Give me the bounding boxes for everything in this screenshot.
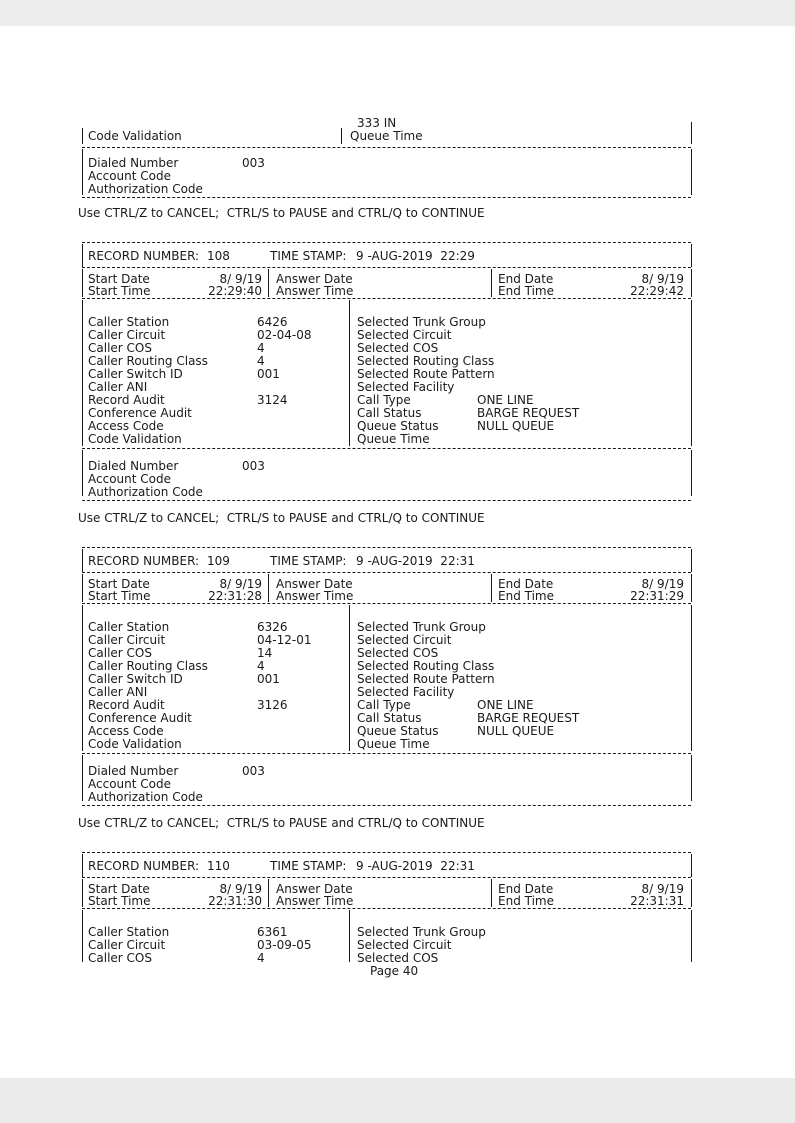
border-left <box>82 854 83 877</box>
dash-rule <box>82 852 691 853</box>
dialed-number-value: 003 <box>242 459 265 473</box>
queue-status-value: NULL QUEUE <box>477 724 555 738</box>
border-right <box>691 574 692 602</box>
caller-circuit-label: Caller Circuit <box>88 938 166 952</box>
dialed-number-label: Dialed Number <box>88 156 179 170</box>
answer-date-label: Answer Date <box>276 882 353 896</box>
call-status-label: Call Status <box>357 711 422 725</box>
selected-trunk-group-label: Selected Trunk Group <box>357 620 486 634</box>
start-date-label: Start Date <box>88 272 150 286</box>
dash-rule <box>82 197 691 198</box>
caller-cos-value: 4 <box>257 951 265 965</box>
border-right <box>691 300 692 446</box>
end-time-label: End Time <box>498 589 554 603</box>
record-audit-label: Record Audit <box>88 393 165 407</box>
access-code-label: Access Code <box>88 724 164 738</box>
border-left <box>82 574 83 602</box>
end-date-label: End Date <box>498 272 554 286</box>
dash-rule <box>82 753 691 754</box>
dialed-number-label: Dialed Number <box>88 459 179 473</box>
selected-facility-label: Selected Facility <box>357 380 455 394</box>
caller-switch-id-value: 001 <box>257 367 280 381</box>
border-right <box>691 605 692 751</box>
dash-rule <box>82 267 691 268</box>
end-time-value: 22:29:42 <box>630 284 684 298</box>
call-status-value: BARGE REQUEST <box>477 406 580 420</box>
selected-routing-class-label: Selected Routing Class <box>357 659 495 673</box>
dash-rule <box>82 877 691 878</box>
end-time-label: End Time <box>498 284 554 298</box>
time-stamp-label: TIME STAMP: <box>270 554 347 568</box>
end-time-value: 22:31:29 <box>630 589 684 603</box>
end-time-label: End Time <box>498 894 554 908</box>
dash-rule <box>82 908 691 909</box>
authorization-code-label: Authorization Code <box>88 485 203 499</box>
caller-station-value: 6326 <box>257 620 288 634</box>
caller-cos-label: Caller COS <box>88 951 152 965</box>
queue-status-value: NULL QUEUE <box>477 419 555 433</box>
border-left <box>82 549 83 572</box>
selected-facility-label: Selected Facility <box>357 685 455 699</box>
start-time-value: 22:31:30 <box>208 894 262 908</box>
selected-circuit-label: Selected Circuit <box>357 633 452 647</box>
start-date-value: 8/ 9/19 <box>219 882 262 896</box>
control-notice: Use CTRL/Z to CANCEL; CTRL/S to PAUSE and CTRL/Q to CONTINUE <box>78 511 485 525</box>
caller-cos-label: Caller COS <box>88 341 152 355</box>
caller-circuit-label: Caller Circuit <box>88 633 166 647</box>
account-code-label: Account Code <box>88 472 171 486</box>
border-left <box>82 910 83 962</box>
border-right <box>691 549 692 572</box>
caller-station-value: 6426 <box>257 315 288 329</box>
selected-trunk-group-label: Selected Trunk Group <box>357 925 486 939</box>
start-date-value: 8/ 9/19 <box>219 272 262 286</box>
border-left <box>82 269 83 297</box>
border-right <box>691 122 692 144</box>
record-number-label: RECORD NUMBER: <box>88 859 200 873</box>
code-validation-label: Code Validation <box>88 129 182 143</box>
caller-routing-class-value: 4 <box>257 354 265 368</box>
column-divider <box>268 269 269 297</box>
call-record-108 <box>0 242 795 525</box>
column-divider <box>268 574 269 602</box>
selected-route-pattern-label: Selected Route Pattern <box>357 367 495 381</box>
answer-time-label: Answer Time <box>276 589 354 603</box>
selected-circuit-label: Selected Circuit <box>357 328 452 342</box>
time-stamp-value: 9 -AUG-2019 22:31 <box>356 859 475 873</box>
border-left <box>82 755 83 801</box>
border-right <box>691 149 692 195</box>
dash-rule <box>82 147 691 148</box>
call-status-label: Call Status <box>357 406 422 420</box>
code-validation-label: Code Validation <box>88 432 182 446</box>
caller-ani-label: Caller ANI <box>88 685 148 699</box>
time-stamp-label: TIME STAMP: <box>270 249 347 263</box>
caller-circuit-value: 04-12-01 <box>257 633 312 647</box>
start-time-value: 22:31:28 <box>208 589 262 603</box>
border-right <box>691 755 692 801</box>
end-date-label: End Date <box>498 577 554 591</box>
dash-rule <box>82 448 691 449</box>
start-time-label: Start Time <box>88 284 151 298</box>
start-date-label: Start Date <box>88 577 150 591</box>
start-time-label: Start Time <box>88 894 151 908</box>
border-left <box>82 128 83 144</box>
caller-routing-class-value: 4 <box>257 659 265 673</box>
border-left <box>82 450 83 496</box>
column-divider <box>349 910 350 962</box>
dash-rule <box>82 242 691 243</box>
dialed-number-value: 003 <box>242 764 265 778</box>
record-number-value: 109 <box>207 554 230 568</box>
start-date-value: 8/ 9/19 <box>219 577 262 591</box>
selected-routing-class-label: Selected Routing Class <box>357 354 495 368</box>
time-stamp-label: TIME STAMP: <box>270 859 347 873</box>
queue-time-label: Queue Time <box>357 432 430 446</box>
account-code-label: Account Code <box>88 169 171 183</box>
caller-station-label: Caller Station <box>88 315 170 329</box>
border-left <box>82 300 83 446</box>
control-notice: Use CTRL/Z to CANCEL; CTRL/S to PAUSE and CTRL/Q to CONTINUE <box>78 206 485 220</box>
border-right <box>691 910 692 962</box>
call-status-value: BARGE REQUEST <box>477 711 580 725</box>
column-divider <box>268 879 269 907</box>
code-validation-label: Code Validation <box>88 737 182 751</box>
dialed-number-label: Dialed Number <box>88 764 179 778</box>
selected-circuit-label: Selected Circuit <box>357 938 452 952</box>
border-left <box>82 879 83 907</box>
selected-cos-label: Selected COS <box>357 646 439 660</box>
conference-audit-label: Conference Audit <box>88 711 192 725</box>
caller-routing-class-label: Caller Routing Class <box>88 354 208 368</box>
selected-trunk-group-label: Selected Trunk Group <box>357 315 486 329</box>
start-time-value: 22:29:40 <box>208 284 262 298</box>
end-time-value: 22:31:31 <box>630 894 684 908</box>
caller-station-label: Caller Station <box>88 620 170 634</box>
column-divider <box>349 605 350 751</box>
record-number-value: 110 <box>207 859 230 873</box>
dash-rule <box>82 547 691 548</box>
border-right <box>691 450 692 496</box>
record-audit-value: 3124 <box>257 393 288 407</box>
caller-circuit-value: 02-04-08 <box>257 328 312 342</box>
dash-rule <box>82 805 691 806</box>
selected-cos-label: Selected COS <box>357 341 439 355</box>
border-left <box>82 149 83 195</box>
record-number-value: 108 <box>207 249 230 263</box>
column-divider <box>341 128 342 144</box>
call-type-label: Call Type <box>357 393 411 407</box>
column-divider <box>349 300 350 446</box>
column-divider <box>491 574 492 602</box>
caller-routing-class-label: Caller Routing Class <box>88 659 208 673</box>
call-record-109 <box>0 547 795 830</box>
control-notice: Use CTRL/Z to CANCEL; CTRL/S to PAUSE and CTRL/Q to CONTINUE <box>78 816 485 830</box>
answer-time-label: Answer Time <box>276 894 354 908</box>
end-date-value: 8/ 9/19 <box>641 577 684 591</box>
dash-rule <box>82 298 691 299</box>
column-divider <box>491 879 492 907</box>
end-date-value: 8/ 9/19 <box>641 272 684 286</box>
border-right <box>691 269 692 297</box>
caller-station-value: 6361 <box>257 925 288 939</box>
selected-route-pattern-label: Selected Route Pattern <box>357 672 495 686</box>
caller-station-label: Caller Station <box>88 925 170 939</box>
authorization-code-label: Authorization Code <box>88 182 203 196</box>
record-number-label: RECORD NUMBER: <box>88 554 200 568</box>
caller-cos-value: 14 <box>257 646 273 660</box>
record-audit-value: 3126 <box>257 698 288 712</box>
answer-date-label: Answer Date <box>276 272 353 286</box>
conference-audit-label: Conference Audit <box>88 406 192 420</box>
caller-cos-label: Caller COS <box>88 646 152 660</box>
time-stamp-value: 9 -AUG-2019 22:29 <box>356 249 475 263</box>
queue-status-label: Queue Status <box>357 724 439 738</box>
caller-circuit-label: Caller Circuit <box>88 328 166 342</box>
call-type-label: Call Type <box>357 698 411 712</box>
queue-time-label: Queue Time <box>357 737 430 751</box>
queue-status-label: Queue Status <box>357 419 439 433</box>
caller-cos-value: 4 <box>257 341 265 355</box>
record-number-label: RECORD NUMBER: <box>88 249 200 263</box>
border-right <box>691 244 692 267</box>
queue-time-label: Queue Time <box>350 129 423 143</box>
caller-switch-id-label: Caller Switch ID <box>88 672 183 686</box>
border-left <box>82 244 83 267</box>
border-right <box>691 854 692 877</box>
caller-ani-label: Caller ANI <box>88 380 148 394</box>
end-date-value: 8/ 9/19 <box>641 882 684 896</box>
record-audit-label: Record Audit <box>88 698 165 712</box>
dash-rule <box>82 603 691 604</box>
answer-time-label: Answer Time <box>276 284 354 298</box>
access-code-label: Access Code <box>88 419 164 433</box>
caller-switch-id-value: 001 <box>257 672 280 686</box>
page-number: Page 40 <box>370 964 419 978</box>
time-stamp-value: 9 -AUG-2019 22:31 <box>356 554 475 568</box>
start-time-label: Start Time <box>88 589 151 603</box>
call-type-value: ONE LINE <box>477 393 534 407</box>
authorization-code-label: Authorization Code <box>88 790 203 804</box>
selected-cos-label: Selected COS <box>357 951 439 965</box>
dash-rule <box>82 572 691 573</box>
column-divider <box>491 269 492 297</box>
caller-circuit-value: 03-09-05 <box>257 938 312 952</box>
border-right <box>691 879 692 907</box>
dash-rule <box>82 500 691 501</box>
call-type-value: ONE LINE <box>477 698 534 712</box>
answer-date-label: Answer Date <box>276 577 353 591</box>
end-date-label: End Date <box>498 882 554 896</box>
caller-switch-id-label: Caller Switch ID <box>88 367 183 381</box>
account-code-label: Account Code <box>88 777 171 791</box>
queue-time-value: 333 IN <box>357 116 397 130</box>
border-left <box>82 605 83 751</box>
start-date-label: Start Date <box>88 882 150 896</box>
dialed-number-value: 003 <box>242 156 265 170</box>
